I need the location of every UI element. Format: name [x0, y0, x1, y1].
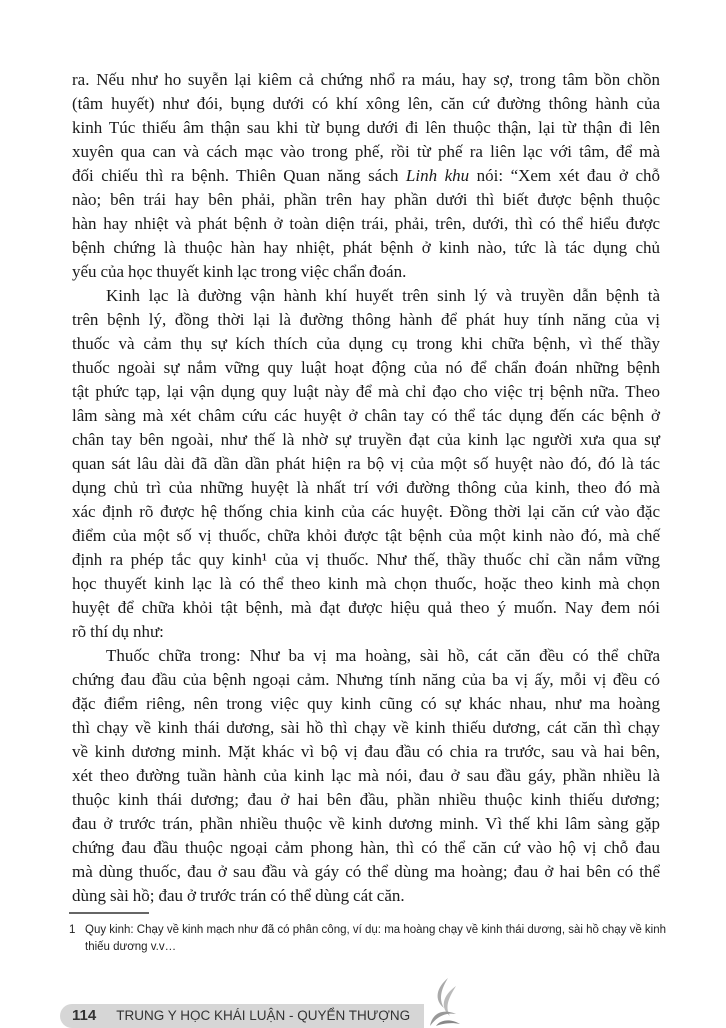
text-line: trên bệnh lý, đồng thời lại là đường thông hành để phát huy tính năng của vị — [72, 310, 660, 329]
footnote-text: Quy kinh: Chạy về kinh mạch như đã có phân công, ví dụ: ma hoàng chạy về kinh thái dương, sài hồ chạy về kinh thiếu dương v.v… — [85, 923, 667, 953]
text-line: thuốc và cảm thụ sự kích thích của dụng cụ trong khi chữa bệnh, vì thế thầy — [72, 334, 660, 353]
text-line: xuyên qua can và cách mạc vào trong phế, rồi từ phế ra liên lạc với tâm, để mà — [72, 142, 660, 161]
footnote-number: 1 — [69, 923, 76, 936]
footnote — [69, 922, 669, 956]
text-line: về kinh dương minh. Mặt khác vì bộ vị đau đầu có chia ra trước, sau và hai bên, — [72, 742, 660, 761]
footnote-divider — [69, 912, 149, 914]
text-line: Kinh lạc là đường vận hành khí huyết trên sinh lý và truyền dẫn bệnh tà — [106, 286, 660, 305]
text-line: lâm sàng mà xét châm cứu các huyệt ở chân tay có thể tác dụng đến các bệnh ở — [72, 406, 660, 425]
text-line: định ra phép tắc quy kinh¹ của vị thuốc. Như thế, thầy thuốc chỉ cần nắm vững — [72, 550, 660, 569]
page-footer — [60, 1004, 424, 1028]
text-line: mà dùng thuốc, đau ở sau đầu và gáy có thể dùng ma hoàng; đau ở hai bên có thể — [72, 862, 660, 881]
text-line: xét theo đường tuần hành của kinh lạc mà nói, đau ở sau đầu gáy, phần nhiều là — [72, 766, 660, 785]
text-line: đối chiếu thì ra bệnh. Thiên Quan năng sách Linh khu nói: “Xem xét đau ở chỗ — [72, 166, 660, 185]
text-line: Thuốc chữa trong: Như ba vị ma hoàng, sài hồ, cát căn đều có thể chữa — [106, 646, 660, 665]
text-line: yếu của học thuyết kinh lạc trong việc chẩn đoán. — [72, 262, 407, 281]
text-line: ra. Nếu như ho suyễn lại kiêm cả chứng nhổ ra máu, hay sợ, trong tâm bồn chồn — [72, 70, 660, 89]
text-line: chứng đau đầu của bệnh ngoại cảm. Nhưng tính năng của ba vị ấy, mỗi vị đều có — [72, 670, 660, 689]
running-title: TRUNG Y HỌC KHÁI LUẬN - QUYỂN THƯỢNG — [116, 1008, 411, 1023]
text-line: dùng sài hồ; đau ở trước trán có thể dùng cát căn. — [72, 886, 405, 905]
text-line: kinh Túc thiếu âm thận sau khi từ bụng dưới đi lên thuộc thận, lại từ thận đi lên — [72, 118, 660, 137]
page-number: 114 — [72, 1007, 97, 1024]
text-line: chân tay bên ngoài, như thế là nhờ sự truyền đạt của kinh lạc người xưa qua sự — [72, 430, 660, 449]
text-line: nào; bên trái hay bên phải, phần trên hay phần dưới thì biết được bệnh thuộc — [72, 190, 660, 209]
body-text — [72, 68, 660, 908]
text-line: xác định rõ được hệ thống chia kinh của các huyệt. Đồng thời lại căn cứ vào đặc — [72, 502, 660, 521]
text-line: quan sát lâu dài đã dần dần phát hiện ra bộ vị của một số huyệt nào đó, đó là tác — [72, 454, 660, 473]
text-line: bệnh chứng là thuộc hàn hay nhiệt, phát bệnh ở kinh nào, tức là tác dụng chủ — [72, 238, 660, 257]
text-line: thì chạy về kinh thái dương, sài hồ thì chạy về kinh thiếu dương, cát căn thì chạy — [72, 718, 660, 737]
text-line: điểm của một số vị thuốc, chữa khỏi được tật bệnh của một kinh nào đó, mà chế — [72, 526, 660, 545]
text-line: đặc điểm riêng, nên trong việc quy kinh cũng có sự khác nhau, như ma hoàng — [72, 694, 660, 713]
text-line: hàn hay nhiệt và phát bệnh ở toàn diện trái, phải, trên, dưới, thì có thể hiểu được — [72, 214, 660, 233]
text-line: thuốc ngoài sự nắm vững quy luật hoạt động của nó để chẩn đoán những bệnh — [72, 358, 660, 377]
text-line: tật phức tạp, lại vận dụng quy luật này để mà chỉ đạo cho việc trị bệnh nữa. Theo — [72, 382, 660, 401]
text-line: huyệt để chữa khỏi tật bệnh, mà đạt được hiệu quả theo ý muốn. Nay đem nói — [72, 598, 660, 617]
text-line: (tâm huyết) như đói, bụng dưới có khí xông lên, căn cứ đường thông hành của — [72, 94, 660, 113]
text-line: rõ thí dụ như: — [72, 622, 164, 641]
footer-row — [60, 978, 670, 1028]
text-line: thuộc kinh thái dương; đau ở hai bên đầu, phần nhiều thuộc kinh thiếu dương; — [72, 790, 660, 809]
page — [60, 68, 670, 1028]
text-line: học thuyết kinh lạc là có thể theo kinh mà chọn thuốc, hoặc theo kinh mà chọn — [72, 574, 660, 593]
text-line: dụng chủ trì của những huyệt là nhất trí với đường thông của kinh, theo đó mà — [72, 478, 660, 497]
flame-ornament-icon — [426, 978, 462, 1028]
text-line: chứng đau đầu thuộc ngoại cảm phong hàn, thì có thể căn cứ vào hộ vị chỗ đau — [72, 838, 660, 857]
text-line: đau ở trước trán, phần nhiều thuộc về kinh dương minh. Vì thế khi lâm sàng gặp — [72, 814, 660, 833]
